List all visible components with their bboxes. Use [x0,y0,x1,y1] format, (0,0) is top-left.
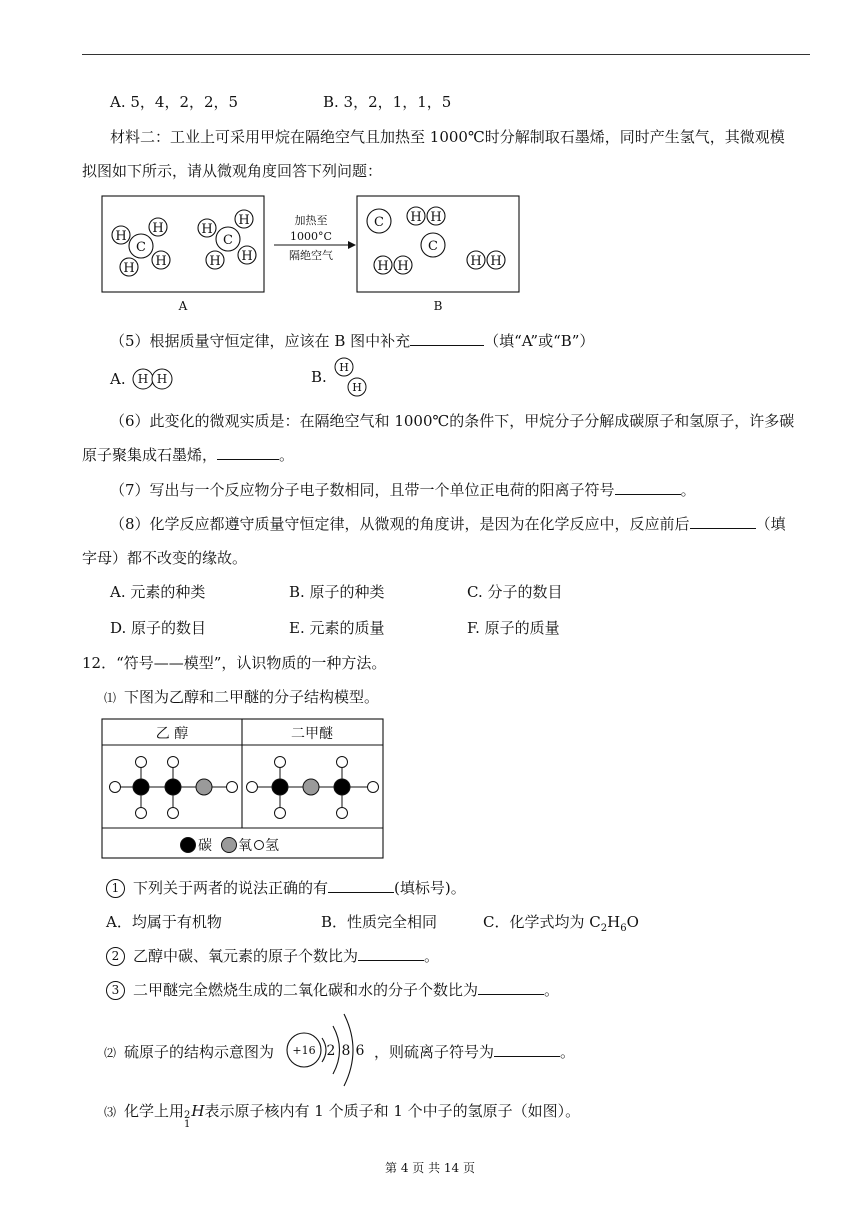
methane-decomposition-diagram [100,193,525,313]
material2-line1: 材料二：工业上可采用甲烷在隔绝空气且加热至 1000℃时分解制取石墨烯，同时产生氢气，其微观模 [110,128,785,146]
arrow-label-temp: 1000°C [290,230,332,243]
q12-sub2-start: ⑵ 硫原子的结构示意图为 [104,1043,275,1061]
q12-item2: 2 乙醇中碳、氧元素的原子个数比为 。 [106,945,439,966]
q7-text: （7）写出与一个反应物分子电子数相同，且带一个单位正电荷的阳离子符号 。 [110,481,696,499]
col-dimethyl-ether: 二甲醚 [291,726,333,742]
q12-sub2-end: ，则硫离子符号为 。 [374,1043,576,1061]
legend-hydrogen: 氢 [265,838,279,854]
q5-answer-blank[interactable] [410,331,484,346]
q12-item1: 1 下列关于两者的说法正确的有 (填标号)。 [106,877,466,898]
arrow-label-heat: 加热至 [294,214,328,227]
svg-text:H: H [377,259,389,274]
q12-sub3: ⑶ 化学上用 2 1 H表示原子核内有 1 个质子和 1 个中子的氢原子（如图）。 [104,1102,581,1130]
q5-option-a: A. H H [110,366,178,392]
h2-molecule-horizontal-icon [130,366,178,392]
svg-text:C: C [374,215,384,230]
q7-answer-blank[interactable] [615,480,681,495]
q6-answer-blank[interactable] [217,445,279,460]
q6-line1: （6）此变化的微观实质是：在隔绝空气和 1000℃的条件下，甲烷分子分解成碳原子和氢原子，许多碳 [110,412,795,430]
svg-text:H: H [238,213,250,228]
q12-sub1: ⑴ 下图为乙醇和二甲醚的分子结构模型。 [104,688,380,706]
box-a [102,196,264,292]
svg-text:C: C [136,240,146,255]
label-b: B [433,299,443,313]
svg-text:H: H [152,221,164,236]
q8-option-d: D. 原子的数目 [110,619,207,637]
legend-carbon: 碳 [198,838,212,854]
svg-text:C: C [428,239,438,254]
svg-text:H: H [430,210,442,225]
molecule-structure-table [101,718,385,861]
q12-title: 12．“符号——模型”，认识物质的一种方法。 [82,654,387,672]
q8-line1: （8）化学反应都遵守质量守恒定律，从微观的角度讲，是因为在化学反应中，反应前后 （填 [110,515,786,533]
item2-answer-blank[interactable] [358,946,424,961]
svg-text:H: H [157,372,168,386]
arrow-label-no-air: 隔绝空气 [289,249,333,262]
svg-text:H: H [410,210,422,225]
q12-item1-option-a: A．均属于有机物 [106,913,222,931]
q8-answer-blank[interactable] [690,514,756,529]
h-atoms-separate-icon [332,356,368,398]
q6-line2: 原子聚集成石墨烯， 。 [82,446,295,464]
q12-item3: 3 二甲醚完全燃烧生成的二氧化碳和水的分子个数比为 。 [106,979,559,1000]
svg-text:H: H [115,229,127,244]
svg-text:H: H [351,381,362,394]
svg-text:H: H [209,254,221,269]
svg-text:H: H [138,372,149,386]
q8-option-a: A. 元素的种类 [110,583,206,601]
header-rule [82,54,810,55]
q12-item1-option-c: C．化学式均为 $C_2H_6O$ [483,913,639,934]
svg-text:C: C [223,233,233,248]
q12-item1-option-b: B．性质完全相同 [321,913,438,931]
q8-option-c: C. 分子的数目 [467,583,563,601]
q11-option-a: A. 5，4，2，2，5 [110,93,239,111]
col-ethanol: 乙 醇 [155,726,189,742]
page-footer: 第 4 页 共 14 页 [385,1161,475,1175]
item1-answer-blank[interactable] [328,878,394,893]
svg-text:H: H [470,254,482,269]
sulfur-ion-answer-blank[interactable] [494,1042,560,1057]
label-a: A [178,299,188,313]
legend-oxygen: 氧 [238,838,252,854]
svg-text:H: H [201,222,213,237]
q11-option-b: B. 3，2，1，1，5 [323,93,452,111]
svg-text:H: H [123,261,135,276]
sulfur-atom-structure-diagram [284,1008,374,1088]
shell3-electrons: 6 [355,1043,365,1059]
q5-option-b: B. H H [311,356,368,398]
q8-option-f: F. 原子的质量 [467,619,560,637]
item3-answer-blank[interactable] [478,980,544,995]
material2-line2: 拟图如下所示，请从微观角度回答下列问题： [82,162,383,180]
svg-text:H: H [338,361,349,374]
sulfur-nucleus-charge: +16 [292,1044,316,1057]
shell2-electrons: 8 [341,1043,351,1059]
svg-text:H: H [490,254,502,269]
q5-text: （5）根据质量守恒定律，应该在 B 图中补充 （填“A”或“B”） [110,332,595,350]
svg-text:H: H [155,254,167,269]
shell1-electrons: 2 [326,1043,336,1059]
q8-option-e: E. 元素的质量 [289,619,385,637]
q8-option-b: B. 原子的种类 [289,583,385,601]
svg-text:H: H [397,259,409,274]
q8-line2: 字母）都不改变的缘故。 [82,549,248,567]
svg-text:H: H [241,249,253,264]
isotope-notation: 2 1 [184,1110,191,1130]
